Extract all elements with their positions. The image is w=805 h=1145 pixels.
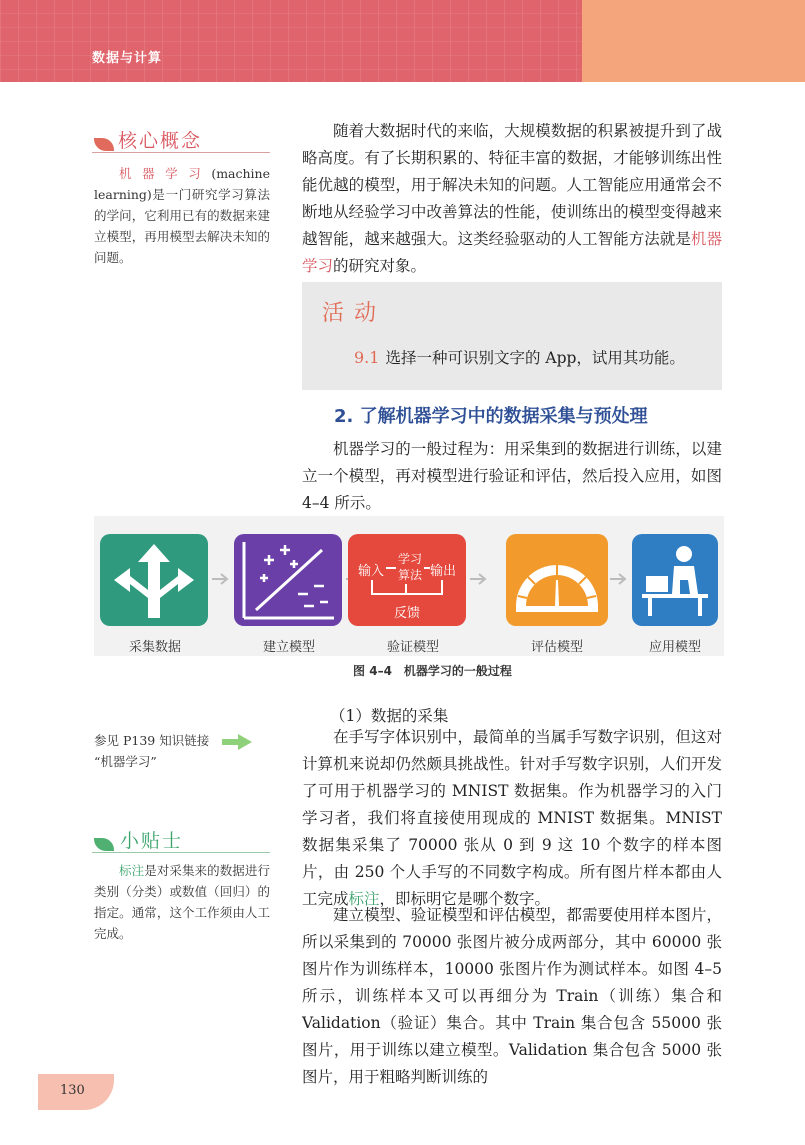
cross-ref-line1: 参见 P139 知识链接 (94, 733, 210, 748)
activity-number: 9.1 (354, 348, 380, 367)
intro-text-before: 随着大数据时代的来临，大规模数据的积累被提升到了战略高度。有了长期积累的、特征丰富的数据，才能够训练出性能优越的模型，用于解决未知的问题。人工智能应用通常会不断地从经验学习中改善算法的性能，使训练出的模型变得越来越智能，越来越强大。这类经验驱动的人工智能方法就是 (302, 122, 722, 248)
activity-box (302, 282, 722, 390)
algo-label-top: 学习 (398, 552, 423, 566)
collect-text-after: ，即标明它是哪个数字。 (379, 890, 551, 908)
gauge-icon (506, 534, 608, 626)
activity-item (354, 346, 685, 368)
divider (92, 852, 270, 853)
step-label: 评估模型 (530, 640, 583, 655)
cross-reference (94, 730, 209, 772)
collect-data-tile (100, 534, 208, 626)
collect-term: 标注 (348, 890, 380, 908)
process-paragraph: 机器学习的一般过程为：用采集到的数据进行训练，以建立一个模型，再对模型进行验证和评估，然后投入应用，如图 4–4 所示。 (302, 440, 722, 512)
section-heading: 2. 了解机器学习中的数据采集与预处理 (334, 406, 648, 427)
intro-paragraph (302, 118, 722, 280)
split-paragraph: 建立模型、验证模型和评估模型，都需要使用样本图片，所以采集到的 70000 张图片被分成两部分，其中 60000 张图片作为训练样本，10000 张图片作为测试样本。如图 4–5 所示，训练样本又可以再细分为 Train（训练）集合和 Validation（验证）集合。其中 Train 集合包含 55000 张图片，用于训练以建立模型。Validation 集合包含 5000 张图片，用于粗略判断训练的 (302, 906, 722, 1086)
split-arrows-icon (100, 534, 208, 626)
apply-model-tile (632, 534, 718, 626)
cross-ref-line2: “机器学习” (94, 754, 157, 769)
input-label: 输入 (358, 564, 385, 579)
divider (92, 152, 270, 153)
feedback-loop-icon (348, 534, 466, 626)
subsection-heading: （1）数据的采集 (330, 707, 449, 725)
core-concept-heading: 核心概念 (118, 130, 203, 152)
intro-term: 机器学习 (302, 230, 722, 275)
activity-title: 活动 (322, 301, 387, 326)
concept-definition: (machine learning)是一门研究学习算法的学问，它利用已有的数据来建立模型，再用模型去解决未知的问题。 (94, 166, 270, 265)
tip-text (94, 860, 270, 944)
classification-plot-icon (234, 534, 342, 626)
collect-paragraph (302, 724, 722, 913)
chapter-title: 数据与计算 (92, 51, 163, 66)
step-label: 验证模型 (386, 640, 439, 655)
tip-heading: 小贴士 (120, 830, 184, 852)
tip-term: 标注 (119, 863, 145, 878)
collect-text-before: 在手写字体识别中，最简单的当属手写数字识别，但这对计算机来说却仍然颇具挑战性。针对手写数字识别，人们开发了可用于机器学习的 MNIST 数据集。作为机器学习的入门学习者，我们将直接使用现成的 MNIST 数据集。MNIST 数据集采集了 70000 张从 0 到 9 这 10 个数字的样本图片，由 250 个人手写的不同数字构成。所有图片样本都由人工完成 (302, 728, 722, 908)
step-label: 应用模型 (648, 640, 701, 655)
arrow-icon (610, 572, 628, 586)
concept-term: 机器学习 (119, 166, 212, 181)
step-label: 建立模型 (262, 640, 315, 655)
leaf-icon (94, 838, 114, 851)
arrow-icon (212, 572, 230, 586)
activity-text: 选择一种可识别文字的 App，试用其功能。 (385, 349, 685, 367)
link-arrow-icon (222, 734, 252, 750)
header-banner (0, 0, 582, 82)
tip-definition: 是对采集来的数据进行类别（分类）或数值（回归）的指定。通常，这个工作须由人工完成。 (94, 863, 270, 941)
intro-text-after: 的研究对象。 (333, 257, 427, 275)
leaf-icon (94, 138, 114, 151)
figure-ml-process (94, 516, 724, 656)
person-at-computer-icon (632, 534, 718, 626)
verify-model-tile (348, 534, 466, 626)
figure-caption: 图 4–4 机器学习的一般过程 (353, 664, 512, 678)
arrow-icon (470, 572, 488, 586)
feedback-label: 反馈 (394, 606, 421, 621)
algo-label-bottom: 算法 (398, 568, 423, 582)
page-number: 130 (60, 1083, 85, 1098)
step-label: 采集数据 (128, 640, 181, 655)
evaluate-model-tile (506, 534, 608, 626)
output-label: 输出 (430, 564, 457, 579)
core-concept-text (94, 163, 270, 268)
header-accent (582, 0, 805, 82)
build-model-tile (234, 534, 342, 626)
